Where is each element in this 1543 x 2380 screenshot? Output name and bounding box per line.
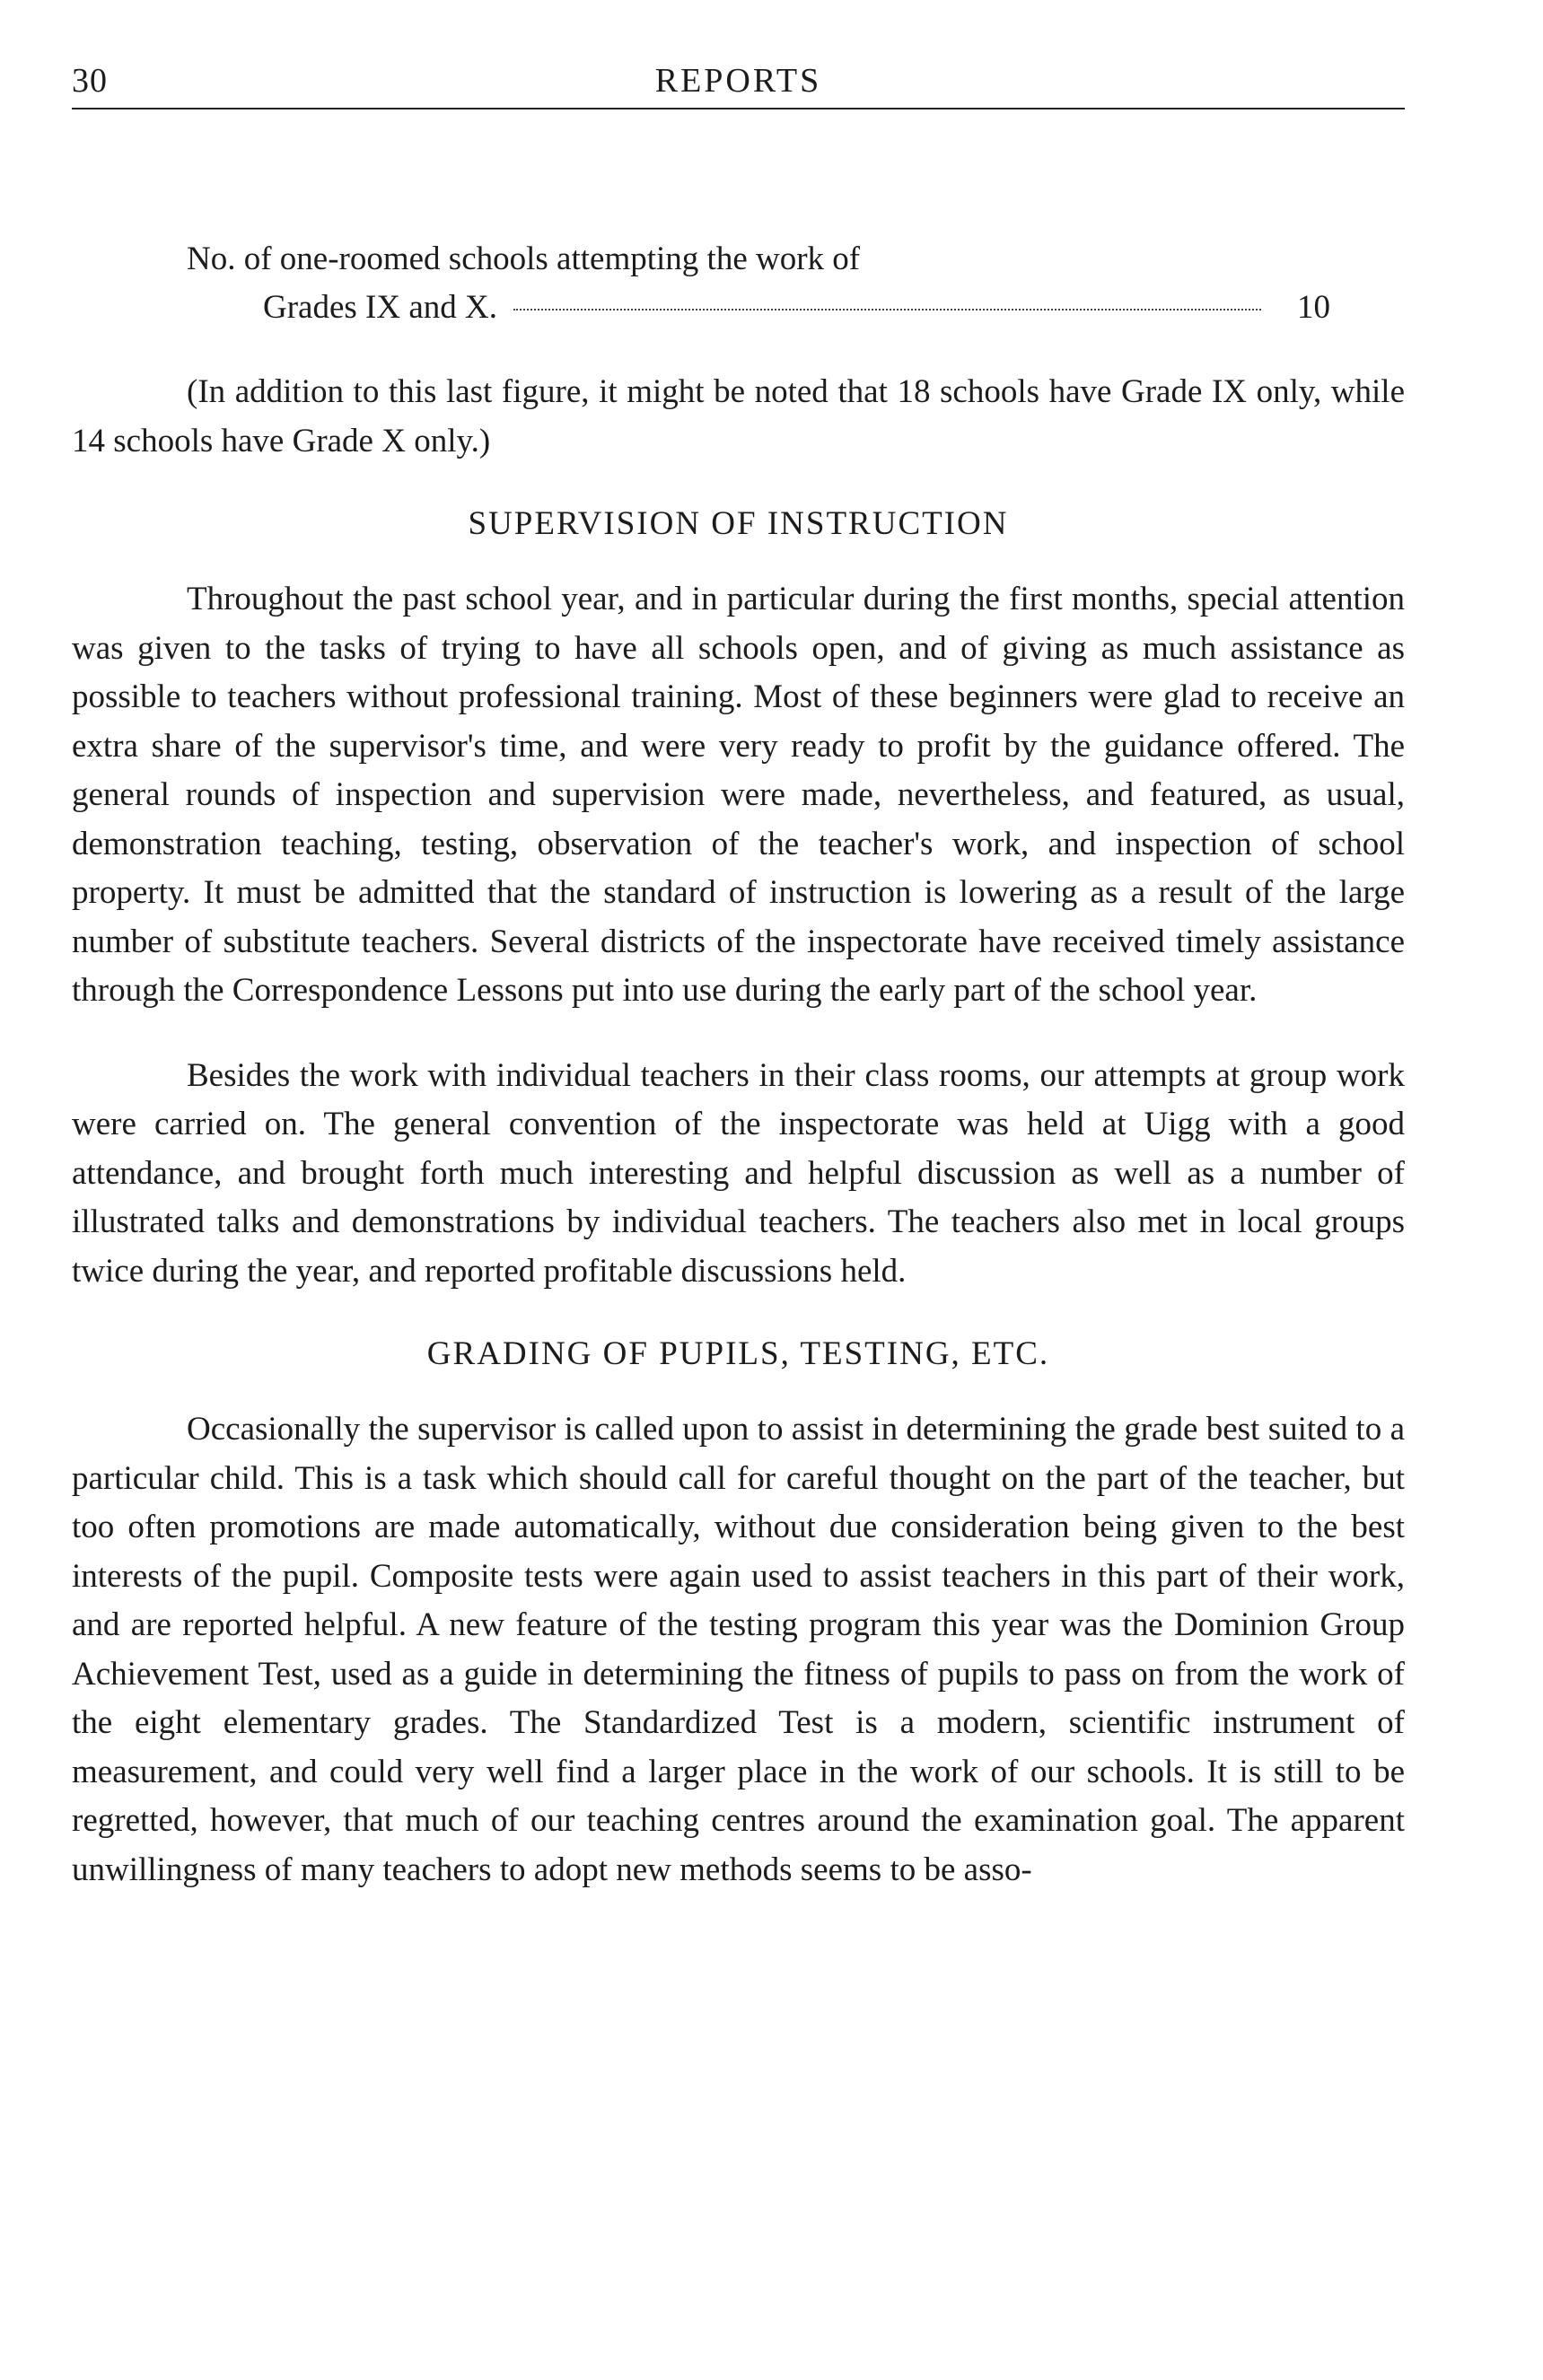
running-head bbox=[72, 54, 1405, 109]
section-heading-grading: GRADING OF PUPILS, TESTING, ETC. bbox=[426, 1335, 1050, 1372]
section-heading-supervision: SUPERVISION OF INSTRUCTION bbox=[468, 505, 1009, 542]
paragraph-grading-1: Occasionally the supervisor is called upon to assist in determining the grade best suited to a particular child. This is a task which should call for careful thought on the part of the teacher, but too often promotions are made automatically, without due consideration being given to the best interests of the pupil. Composite tests were again used to assist teachers in this part of their work, and are reported helpful. A new feature of the testing program this year was the Dominion Group Achievement Test, used as a guide in determining the fitness of pupils to pass on from the work of the eight elementary grades. The Standardized Test is a modern, scientific instrument of measurement, and could very well find a larger place in the work of our schools. It is still to be regretted, however, that much of our teaching centres around the examination goal. The apparent unwillingness of many teachers to adopt new methods seems to be asso- bbox=[72, 1411, 1405, 1888]
stat-value: 10 bbox=[1297, 289, 1330, 326]
report-page bbox=[72, 54, 1405, 1894]
paragraph-supervision-1: Throughout the past school year, and in particular during the first months, special attention was given to the tasks of trying to have all schools open, and of giving as much assistance as possible to teachers without professional training. Most of these beginners were glad to receive an extra share of the supervisor's time, and were very ready to profit by the guidance offered. The general rounds of inspection and supervision were made, nevertheless, and featured, as usual, demonstration teaching, testing, observation of the teacher's work, and inspection of school property. It must be admitted that the standard of instruction is lowering as a result of the large number of substitute teachers. Several districts of the inspectorate have received timely assistance through the Correspondence Lessons put into use during the early part of the school year. bbox=[72, 581, 1405, 1009]
stat-label-line-2-row bbox=[187, 284, 1405, 332]
paragraph-supervision-2: Besides the work with individual teachers in their class rooms, our attempts at group work were carried on. The general convention of the inspectorate was held at Uigg with a good attendance, and brought forth much interesting and helpful discussion as well as a number of illustrated talks and demonstrations by individual teachers. The teachers also met in local groups twice during the year, and reported profitable discussions held. bbox=[72, 1056, 1405, 1290]
stat-entry bbox=[187, 235, 1405, 332]
running-title: REPORTS bbox=[654, 62, 822, 100]
stat-label-line-2: Grades IX and X. bbox=[263, 289, 497, 326]
dotted-leader bbox=[513, 309, 1261, 311]
note-paragraph: (In addition to this last figure, it might be noted that 18 schools have Grade IX only, while 14 schools have Grade X only.) bbox=[72, 373, 1405, 459]
stat-label-line-1: No. of one-roomed schools attempting the work of bbox=[187, 241, 861, 277]
page-number: 30 bbox=[72, 62, 108, 100]
